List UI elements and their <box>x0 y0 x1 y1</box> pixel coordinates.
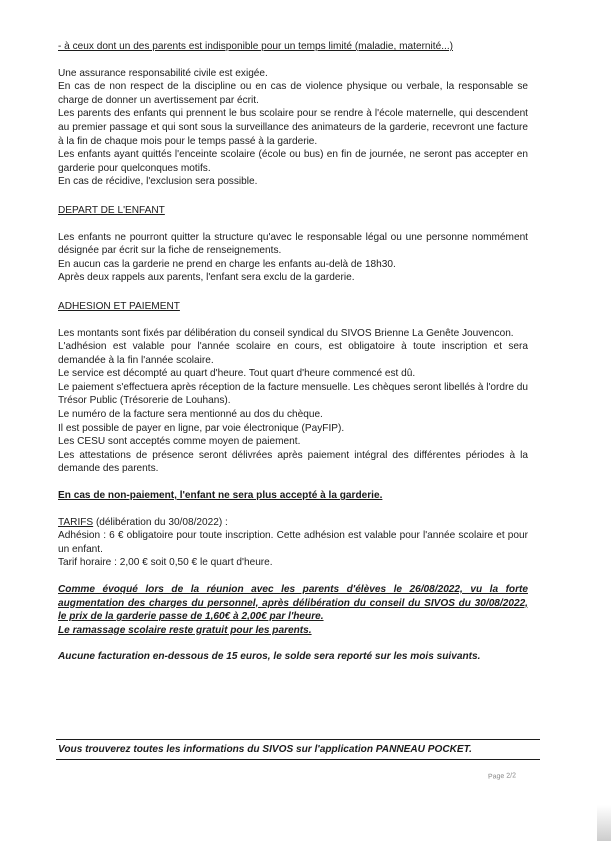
rule-recidive: En cas de récidive, l'exclusion sera possible. <box>58 176 258 188</box>
depart-line: En aucun cas la garderie ne prend en charge les enfants au-delà de 18h30. <box>58 258 396 270</box>
adhesion-line: Les attestations de présence seront délivrées après paiement intégral des différentes périodes à la demande des parents. <box>58 449 528 475</box>
tarifs-date-note: (délibération du 30/08/2022) : <box>93 516 228 528</box>
adhesion-heading: ADHESION ET PAIEMENT <box>58 300 180 312</box>
scan-edge-shadow <box>597 805 611 841</box>
rule-bus: Les parents des enfants qui prennent le bus scolaire pour se rendre à l'école maternelle, qui descendent au premier passage et qui sont sous la surveillance des animateurs de la garderie, recevront une facture à la fin de chaque mois pour le temps passé à la garderie. <box>58 108 528 147</box>
depart-line: Après deux rappels aux parents, l'enfant sera exclu de la garderie. <box>58 272 355 284</box>
depart-heading: DEPART DE L'ENFANT <box>58 204 165 216</box>
adhesion-line: Il est possible de payer en ligne, par voie électronique (PayFIP). <box>58 422 345 434</box>
adhesion-line: Le paiement s'effectuera après réception de la facture mensuelle. Les chèques seront libellés à l'ordre du Trésor Public (Trésorerie de Louhans). <box>58 381 528 407</box>
adhesion-line: Le numéro de la facture sera mentionné au dos du chèque. <box>58 409 323 421</box>
rule-insurance: Une assurance responsabilité civile est exigée. <box>58 67 268 79</box>
adhesion-line: Les montants sont fixés par délibération du conseil syndical du SIVOS Brienne La Genête Jouvencon. <box>58 327 514 339</box>
tarifs-label: TARIFS <box>58 516 94 528</box>
page-number: Page 2/2 <box>487 772 517 781</box>
tarifs-hourly: Tarif horaire : 2,00 € soit 0,50 € le quart d'heure. <box>58 557 273 569</box>
tarifs-title <box>58 516 528 530</box>
price-notice-text: Comme évoqué lors de la réunion avec les parents d'élèves le 26/08/2022, vu la forte augmentation des charges du personnel, après délibération du conseil du SIVOS du 30/08/2022, le prix de la garderie passe de 1,60€ à 2,00€ par l'heure. <box>58 584 528 623</box>
ramassage-notice: Le ramassage scolaire reste gratuit pour les parents. <box>58 624 312 636</box>
adhesion-line: Le service est décompté au quart d'heure. Tout quart d'heure commencé est dû. <box>58 368 416 380</box>
rule-discipline: En cas de non respect de la discipline ou en cas de violence physique ou verbale, la responsable se charge de donner un avertissement par écrit. <box>58 81 528 106</box>
depart-section <box>58 231 528 285</box>
footer-notice <box>56 739 540 760</box>
adhesion-line: L'adhésion est valable pour l'année scolaire en cours, est obligatoire à toute inscription et sera demandée à la fin l'année scolaire. <box>58 341 528 366</box>
price-notice <box>58 583 528 637</box>
rules-section <box>58 67 528 189</box>
billing-note: Aucune facturation en-dessous de 15 euros, le solde sera reporté sur les mois suivants. <box>58 651 481 663</box>
tarifs-adhesion: Adhésion : 6 € obligatoire pour toute inscription. Cette adhésion est valable pour l'année scolaire et pour un enfant. <box>58 530 528 555</box>
adhesion-section <box>58 327 528 477</box>
rule-left-school: Les enfants ayant quittés l'enceinte scolaire (école ou bus) en fin de journée, ne seront pas accepter en garderie pour quelconques motifs. <box>58 149 528 174</box>
non-payment-warning: En cas de non-paiement, l'enfant ne sera plus accepté à la garderie. <box>58 490 383 502</box>
tarifs-section <box>58 516 528 570</box>
footer-text: Vous trouverez toutes les informations du SIVOS sur l'application PANNEAU POCKET. <box>58 744 472 755</box>
intro-line: - à ceux dont un des parents est indisponible pour un temps limité (maladie, maternité...) <box>58 41 453 52</box>
adhesion-line: Les CESU sont acceptés comme moyen de paiement. <box>58 436 301 448</box>
document-body <box>58 40 528 664</box>
depart-line: Les enfants ne pourront quitter la structure qu'avec le responsable légal ou une personne nommément désignée par écrit sur la fiche de renseignements. <box>58 231 528 257</box>
